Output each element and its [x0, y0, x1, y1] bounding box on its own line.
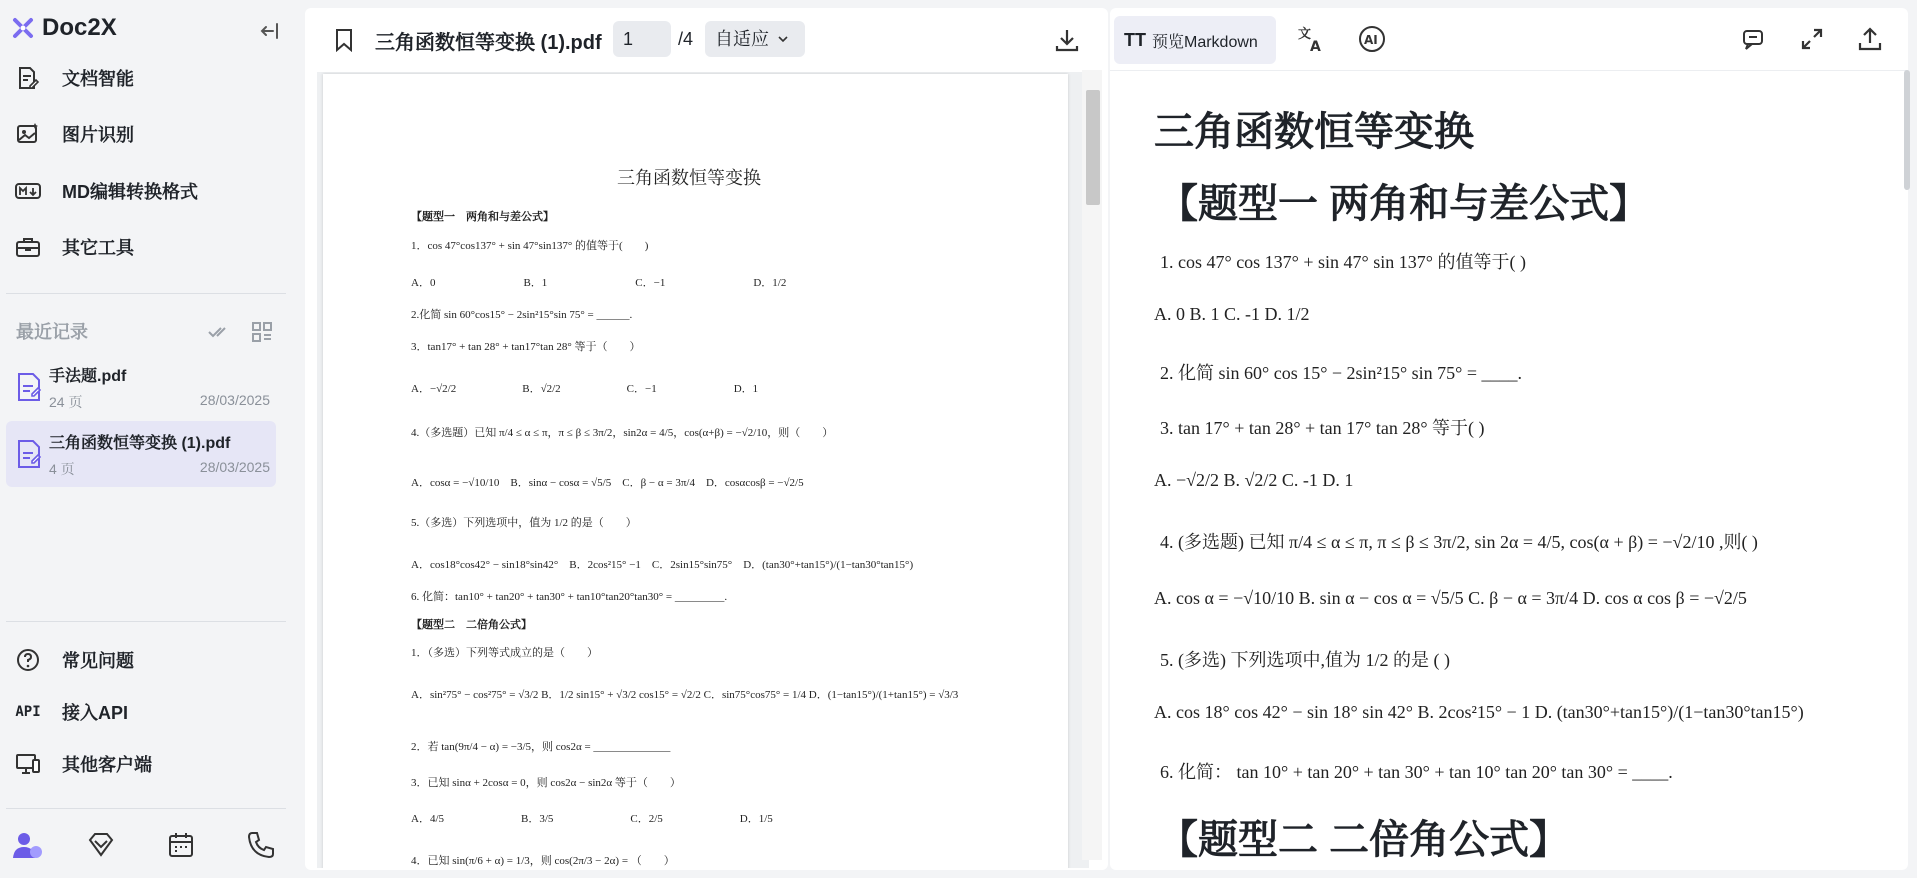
diamond-icon[interactable]	[84, 828, 118, 862]
md-paragraph: 2. 化简 sin 60° cos 15° − 2sin²15° sin 75° = ____.	[1160, 363, 1523, 383]
check-all-icon[interactable]	[206, 320, 230, 344]
md-heading-2: 【题型一 两角和与差公式】	[1158, 182, 1650, 226]
logo-icon	[12, 17, 34, 39]
pdf-title: 三角函数恒等变换 (1).pdf	[375, 32, 602, 54]
page-number-input[interactable]: 1	[613, 21, 671, 57]
md-heading-2: 【题型二 二倍角公式】	[1158, 818, 1570, 862]
pdf-doc-title: 三角函数恒等变换	[617, 168, 761, 188]
desktop-icon	[14, 750, 42, 778]
pdf-panel	[305, 8, 1108, 870]
tab-preview-markdown[interactable]	[1114, 16, 1276, 64]
pdf-file-icon	[14, 438, 44, 470]
md-paragraph: A. −√2/2 B. √2/2 C. -1 D. 1	[1154, 470, 1354, 490]
divider	[6, 293, 286, 294]
markdown-scrollbar[interactable]	[1904, 70, 1910, 190]
other-clients-link[interactable]	[14, 749, 152, 779]
grid-view-icon[interactable]	[250, 320, 274, 344]
api-link[interactable]	[14, 697, 128, 727]
recent-item-date: 28/03/2025	[199, 392, 270, 408]
pdf-line: 4．已知 sin(π/6 + α) = 1/3，则 cos(2π/3 − 2α) = （ ）	[411, 855, 675, 867]
other-clients-label: 其他客户端	[62, 755, 152, 775]
logo-text: Doc2X	[42, 14, 117, 41]
document-edit-icon	[14, 64, 42, 92]
fullscreen-icon[interactable]	[1798, 25, 1826, 53]
recent-item-name: 手法题.pdf	[49, 368, 127, 385]
nav-label: 文档智能	[62, 69, 134, 89]
pdf-line: A．sin²75° − cos²75° = √3/2 B．1/2 sin15° + √3/2 cos15° = √2/2 C．sin75°cos75° = 1/4 D．(1−tan15°)/(1+tan15°) = √3/3	[411, 689, 959, 701]
svg-text:A: A	[1310, 39, 1321, 54]
pdf-line: 1．cos 47°cos137° + sin 47°sin137° 的值等于( )	[411, 240, 649, 252]
text-format-icon: TT	[1124, 29, 1146, 50]
recent-item-pages: 4 页	[49, 461, 75, 477]
chevron-down-icon	[777, 34, 789, 44]
zoom-select[interactable]	[705, 21, 805, 57]
image-scan-icon	[14, 120, 42, 148]
api-icon: API	[15, 704, 41, 720]
pdf-line: 3．tan17° + tan 28° + tan17°tan 28° 等于（ ）	[411, 341, 641, 353]
recent-item-date: 28/03/2025	[199, 459, 270, 475]
md-paragraph: A. cos 18° cos 42° − sin 18° sin 42° B. 2cos²15° − 1 D. (tan30°+tan15°)/(1−tan30°tan15°)	[1154, 702, 1804, 722]
pdf-line: A．0 B．1 C．−1 D．1/2	[411, 277, 787, 289]
pdf-file-icon	[14, 371, 44, 403]
pdf-line: A．cosα = −√10/10 B．sinα − cosα = √5/5 C．β − α = 3π/4 D．cosαcosβ = −√2/5	[411, 477, 804, 489]
pdf-line: A．−√2/2 B．√2/2 C．−1 D．1	[411, 383, 759, 395]
pdf-canvas[interactable]	[317, 72, 1089, 868]
toolbox-icon	[14, 233, 42, 261]
pdf-line: 1．（多选）下列等式成立的是（ ）	[411, 647, 598, 659]
recent-item[interactable]	[6, 354, 276, 420]
pdf-line: 6. 化简：tan10° + tan20° + tan30° + tan10°tan20°tan30° = _________.	[411, 591, 728, 603]
chat-icon[interactable]	[1740, 25, 1768, 53]
pdf-line: 5.（多选）下列选项中，值为 1/2 的是（ ）	[411, 517, 637, 529]
markdown-toolbar	[1110, 8, 1908, 71]
md-paragraph: 4. (多选题) 已知 π/4 ≤ α ≤ π, π ≤ β ≤ 3π/2, sin 2α = 4/5, cos(α + β) = −√2/10 ,则( )	[1160, 532, 1758, 552]
nav-md-editor[interactable]	[14, 175, 198, 207]
pdf-line: 2．若 tan(9π/4 − α) = −3/5，则 cos2α = ______________	[411, 741, 671, 753]
pdf-page	[323, 74, 1068, 868]
pdf-line: 2.化简 sin 60°cos15° − 2sin²15°sin 75° = ______.	[411, 309, 633, 321]
divider	[6, 808, 286, 809]
recent-item-pages: 24 页	[49, 394, 83, 410]
md-paragraph: 6. 化简： tan 10° + tan 20° + tan 30° + tan 10° tan 20° tan 30° = ____.	[1160, 762, 1673, 782]
markdown-panel	[1110, 8, 1908, 870]
api-label: 接入API	[62, 703, 129, 723]
bookmark-icon[interactable]	[333, 28, 355, 52]
md-paragraph: 1. cos 47° cos 137° + sin 47° sin 137° 的值等于( )	[1160, 252, 1526, 272]
md-paragraph: A. cos α = −√10/10 B. sin α − cos α = √5/5 C. β − α = 3π/4 D. cos α cos β = −√2/5	[1154, 588, 1747, 608]
pdf-line: A．cos18°cos42° − sin18°sin42° B．2cos²15° −1 C．2sin15°sin75° D．(tan30°+tan15°)/(1−tan30°tan15°)	[411, 559, 914, 571]
pdf-line: 【题型二 二倍角公式】	[411, 619, 532, 631]
markdown-content[interactable]	[1110, 72, 1900, 868]
user-icon[interactable]	[10, 828, 44, 862]
ai-icon[interactable]	[1357, 24, 1387, 54]
collapse-sidebar-icon[interactable]	[258, 20, 280, 42]
pdf-line: A．4/5 B．3/5 C．2/5 D．1/5	[411, 813, 773, 825]
nav-label: 图片识别	[62, 125, 134, 145]
pdf-scrollbar[interactable]	[1082, 70, 1102, 860]
pdf-scrollbar-thumb[interactable]	[1086, 90, 1100, 205]
recent-item-name: 三角函数恒等变换 (1).pdf	[49, 435, 231, 452]
calendar-icon[interactable]	[164, 828, 198, 862]
md-heading-1: 三角函数恒等变换	[1154, 110, 1474, 154]
sidebar	[0, 0, 292, 878]
pdf-line: 【题型一 两角和与差公式】	[411, 211, 554, 223]
nav-document-ai[interactable]	[14, 62, 134, 94]
divider	[6, 621, 286, 622]
nav-label: MD编辑转换格式	[62, 182, 198, 202]
faq-label: 常见问题	[62, 651, 134, 671]
md-paragraph: 5. (多选) 下列选项中,值为 1/2 的是 ( )	[1160, 650, 1450, 670]
translate-icon[interactable]	[1297, 24, 1327, 54]
download-icon[interactable]	[1053, 26, 1081, 54]
export-icon[interactable]	[1856, 25, 1884, 53]
tab-label: 预览Markdown	[1152, 33, 1258, 51]
svg-text:文: 文	[1298, 27, 1312, 42]
nav-label: 其它工具	[62, 238, 134, 258]
footer-toolbar	[0, 822, 292, 866]
pdf-toolbar	[305, 8, 1108, 70]
pdf-line: 3．已知 sinα + 2cosα = 0，则 cos2α − sin2α 等于（ ）	[411, 777, 681, 789]
recent-item-active[interactable]	[6, 421, 276, 487]
help-icon	[14, 646, 42, 674]
phone-icon[interactable]	[244, 828, 278, 862]
pdf-line: 4.（多选题）已知 π/4 ≤ α ≤ π，π ≤ β ≤ 3π/2，sin2α = 4/5，cos(α+β) = −√2/10，则（ ）	[411, 427, 834, 439]
svg-text:AI: AI	[1364, 33, 1378, 47]
markdown-icon	[14, 177, 42, 205]
zoom-value: 自适应	[715, 29, 769, 49]
faq-link[interactable]	[14, 645, 134, 675]
page-total: /4	[678, 29, 694, 49]
md-paragraph: A. 0 B. 1 C. -1 D. 1/2	[1154, 304, 1310, 324]
logo[interactable]	[12, 14, 117, 42]
md-paragraph: 3. tan 17° + tan 28° + tan 17° tan 28° 等于( )	[1160, 418, 1485, 438]
nav-image-recognition[interactable]	[14, 118, 134, 150]
recent-title: 最近记录	[16, 322, 88, 342]
nav-other-tools[interactable]	[14, 231, 134, 263]
